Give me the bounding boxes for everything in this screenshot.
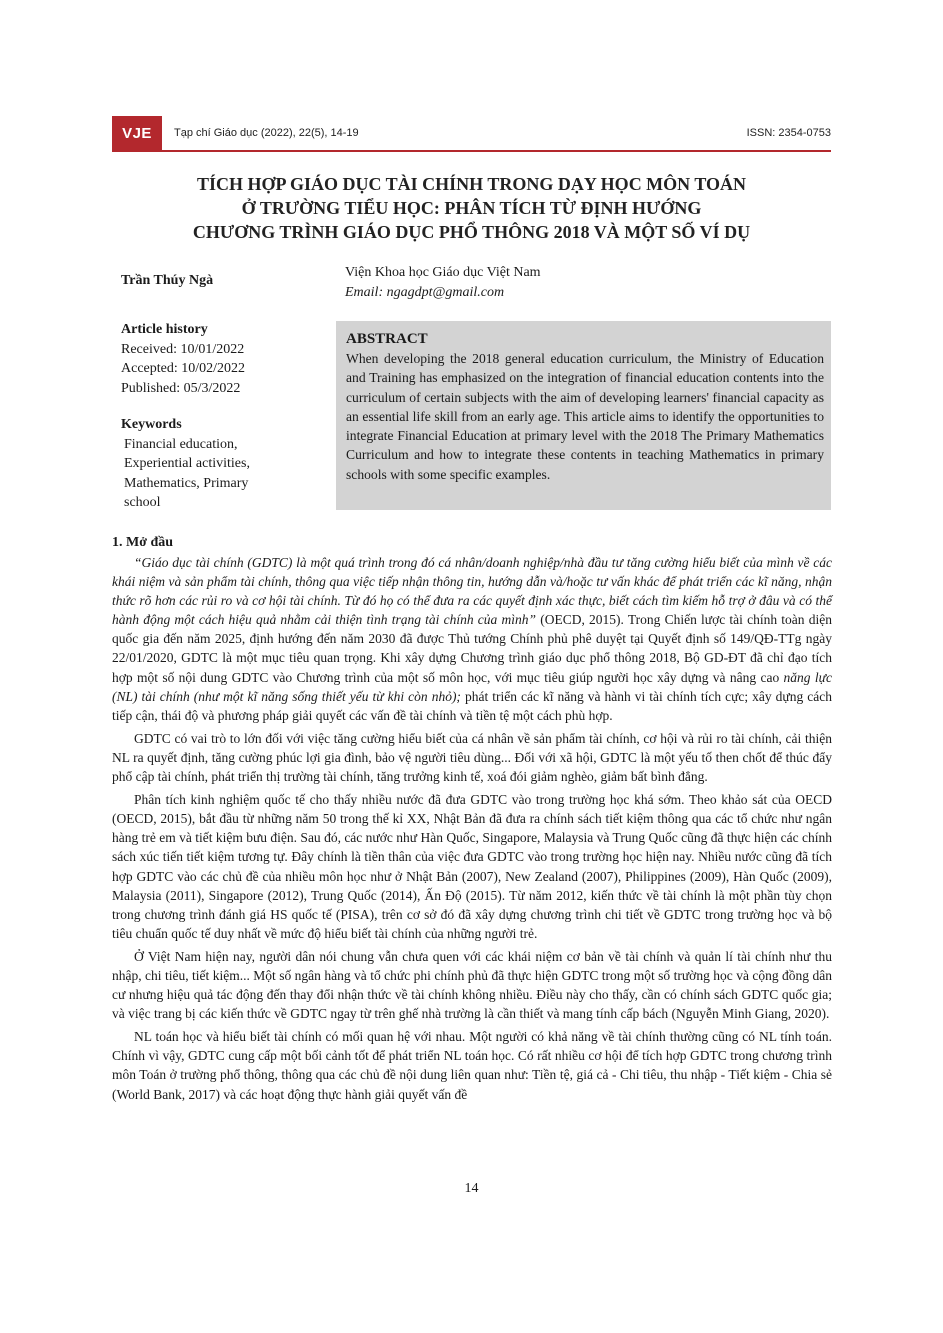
keyword-item: Financial education, bbox=[124, 436, 238, 452]
history-heading: Article history bbox=[121, 322, 208, 337]
author-name: Trần Thúy Ngà bbox=[121, 273, 214, 288]
paragraph-4: Ở Việt Nam hiện nay, người dân nói chung vẫn chưa quen với các khái niệm cơ bản về tài chính và quản lí tài chính như thu nhập, chi tiêu, tiết kiệm... Một số ngân hàng và tổ chức phi chính phủ đã thực hiện GDTC trong một số trường học và cộng đồng dân cư nhưng hiệu quả tác động đến thay đổi nhận thức về tài chính không nhiều. Điều này cho thấy, cần có chính sách GDTC quốc gia; và việc trang bị các kiến thức về GDTC ngay từ trên ghế nhà trường là cần thiết và mang tính cấp bách (Nguyễn Minh Giang, 2020). bbox=[112, 948, 832, 1022]
title-line-1: TÍCH HỢP GIÁO DỤC TÀI CHÍNH TRONG DẠY HỌC MÔN TOÁN bbox=[196, 174, 747, 194]
paragraph-1 bbox=[112, 553, 832, 725]
page-number: 14 bbox=[464, 1181, 479, 1196]
title-line-3: CHƯƠNG TRÌNH GIÁO DỤC PHỔ THÔNG 2018 VÀ MỘT SỐ VÍ DỤ bbox=[192, 222, 751, 242]
paragraph-5: NL toán học và hiểu biết tài chính có mối quan hệ với nhau. Một người có khả năng về tài chính thường cũng có NL tính toán. Chính vì vậy, GDTC cung cấp một bối cảnh tốt để phát triển NL toán học. Có rất nhiều cơ hội để tích hợp GDTC trong chương trình môn Toán ở trường phổ thông, thông qua các chủ đề nội dung liên quan như: Tiền tệ, giá cả - Chi tiêu, thu nhập - Tiết kiệm - Chia sẻ (World Bank, 2017) và các hoạt động thực hành giải quyết vấn đề bbox=[112, 1029, 832, 1102]
journal-header bbox=[112, 116, 831, 152]
affiliation: Viện Khoa học Giáo dục Việt Nam bbox=[345, 265, 541, 280]
paragraph-3: Phân tích kinh nghiệm quốc tế cho thấy nhiều nước đã đưa GDTC vào trong trường học khá sớm. Theo khảo sát của OECD (OECD, 2015), bắt đầu từ những năm 50 trong thế kỉ XX, Nhật Bản đã đưa ra chính sách tiết kiệm thông qua các tổ chức như ngân hàng trẻ em và tiết kiệm bưu điện. Sau đó, các nước như Hàn Quốc, Singapore, Malaysia và Trung Quốc cũng đã thực hiện các chính sách xúc tiến tiết kiệm tương tự. Đây chính là tiền thân của việc đưa GDTC vào trong trường học hiện nay. Nhiều nước cũng đã tích hợp GDTC vào các chủ đề của nhiều môn học như ở Nhật Bản (2007), New Zealand (2007), Philippines (2009), Hàn Quốc (2009), Malaysia (2011), Singapore (2012), Trung Quốc (2014), Ấn Độ (2015). Từ năm 2012, kiến thức về tài chính là một phần tùy chọn trong chương trình đánh giá HS quốc tế (PISA), trên cơ sở đó đã xây dựng chương trình chi tiết về GDTC trong trường học và bộ tiêu chuẩn quốc tế duy nhất về mức độ hiểu biết tài chính của những người trẻ. bbox=[112, 792, 832, 941]
abstract-heading: ABSTRACT bbox=[346, 331, 428, 347]
article-history bbox=[121, 320, 245, 398]
title-line-2: Ở TRƯỜNG TIỂU HỌC: PHÂN TÍCH TỪ ĐỊNH HƯỚNG bbox=[241, 198, 702, 218]
published-date: Published: 05/3/2022 bbox=[121, 380, 241, 396]
author-email: Email: ngagdpt@gmail.com bbox=[345, 285, 505, 300]
section-heading: 1. Mở đầu bbox=[112, 535, 174, 550]
paragraph-2: GDTC có vai trò to lớn đối với việc tăng cường hiểu biết của cá nhân về sản phẩm tài chính, cơ hội và rủi ro tài chính, cải thiện NL ra quyết định, tăng cường phúc lợi gia đình, bảo vệ người tiêu dùng... Đối với xã hội, GDTC là một yếu tố then chốt để thúc đẩy phổ cập tài chính, phát triển thị trường tài chính, tăng trưởng kinh tế, xoá đói giảm nghèo, giảm bất bình đẳng. bbox=[112, 730, 832, 785]
paper-title bbox=[112, 172, 831, 244]
accepted-date: Accepted: 10/02/2022 bbox=[121, 361, 246, 376]
keywords bbox=[121, 415, 281, 513]
journal-logo: VJE bbox=[112, 116, 162, 152]
issn: ISSN: 2354-0753 bbox=[746, 127, 831, 139]
author-affiliation-block bbox=[345, 263, 541, 303]
abstract-box bbox=[336, 321, 831, 510]
paragraph-1-emphasis: năng lực (NL) tài chính (như một kĩ năng sống thiết yếu từ khi còn nhỏ); bbox=[112, 669, 832, 704]
body-text bbox=[112, 533, 832, 1108]
journal-citation: Tạp chí Giáo dục (2022), 22(5), 14-19 bbox=[174, 127, 359, 139]
keywords-heading: Keywords bbox=[121, 417, 182, 432]
paragraph-1-end: phát triển các kĩ năng và hành vi tài chính tích cực; xây dựng cách tiếp cận, thái độ và phương pháp giải quyết các vấn đề tài chính và tiền tệ một cách phù hợp. bbox=[112, 688, 832, 723]
paragraph-1-text: (OECD, 2015). Trong Chiến lược tài chính toàn diện quốc gia đến năm 2025, định hướng đến năm 2030 đã được Thủ tướng Chính phủ phê duyệt tại Quyết định số 149/QĐ-TTg ngày 22/01/2020, GDTC là một mục tiêu quan trọng. Khi xây dựng Chương trình giáo dục phổ thông 2018, Bộ GD-ĐT đã chỉ đạo tích hợp một số nội dung GDTC vào Chương trình của một số môn học, với mục tiêu giúp người học xây dựng và nâng cao bbox=[112, 612, 832, 685]
keyword-item: Mathematics, Primary school bbox=[124, 475, 249, 510]
quote-definition: “Giáo dục tài chính (GDTC) là một quá trình trong đó cá nhân/doanh nghiệp/nhà đầu tư tăng cường hiểu biết của mình về các khái niệm và sản phẩm tài chính, thông qua việc tiếp nhận thông tin, hướng dẫn và/hoặc tư vấn khác để phát triển các kĩ năng, nhận thức rõ hơn các rủi ro và cơ hội tài chính. Từ đó họ có thể đưa ra các quyết định xác thực, biết cách tìm kiếm hỗ trợ ở đâu và có thể hành động một cách hiệu quả nhằm cải thiện tình trạng tài chính của mình” bbox=[112, 555, 832, 628]
header-rule bbox=[162, 150, 831, 152]
received-date: Received: 10/01/2022 bbox=[121, 341, 245, 357]
abstract-text: When developing the 2018 general education curriculum, the Ministry of Education and Training has emphasized on the integration of financial education contents into the curriculum of certain subjects with the aim of developing learners' financial capacity as an essential life skill from an early age. This article aims to identify the opportunities to integrate Financial Education at primary level with the 2018 The Primary Mathematics Curriculum and how to integrate these contents in teaching Mathematics in primary schools with some specific examples. bbox=[346, 351, 824, 482]
keyword-item: Experiential activities, bbox=[124, 456, 250, 471]
